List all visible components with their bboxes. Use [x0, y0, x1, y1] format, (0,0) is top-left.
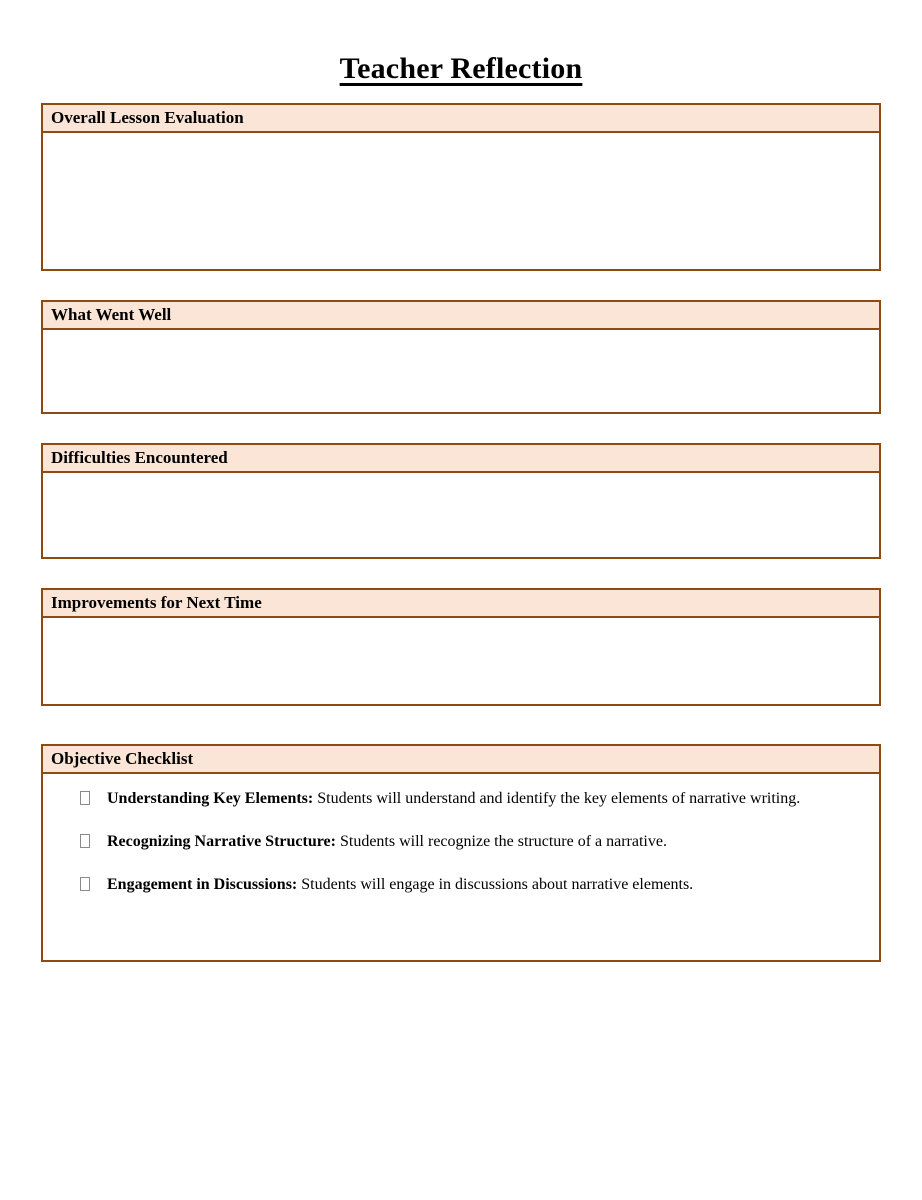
objective-checklist-body: [43, 774, 879, 960]
checklist-item-description: Students will engage in discussions about narrative elements.: [297, 876, 694, 893]
checklist-item-description: Students will recognize the structure of a narrative.: [335, 833, 667, 850]
checklist-item-lead: Engagement in Discussions:: [107, 876, 298, 893]
section-difficulties-encountered: [41, 443, 881, 559]
checklist-item-text: [107, 788, 800, 810]
checkbox-icon[interactable]: [80, 877, 90, 891]
overall-lesson-evaluation-input-area[interactable]: [43, 133, 879, 269]
page-title: Teacher Reflection: [339, 52, 583, 85]
checkbox-icon[interactable]: [80, 834, 90, 848]
section-header-objective-checklist: Objective Checklist: [43, 746, 879, 774]
section-overall-lesson-evaluation: [41, 103, 881, 271]
section-header-overall-lesson-evaluation: Overall Lesson Evaluation: [43, 105, 879, 133]
checklist-item-description: Students will understand and identify the key elements of narrative writing.: [313, 790, 801, 807]
section-header-what-went-well: What Went Well: [43, 302, 879, 330]
checkbox-icon[interactable]: [80, 791, 90, 805]
what-went-well-input-area[interactable]: [43, 330, 879, 412]
improvements-for-next-time-input-area[interactable]: [43, 618, 879, 704]
checklist-item-text: [107, 874, 693, 896]
checklist-item-lead: Understanding Key Elements:: [107, 790, 314, 807]
section-objective-checklist: [41, 744, 881, 962]
section-improvements-for-next-time: [41, 588, 881, 706]
sections-container: [41, 103, 881, 962]
section-header-improvements-for-next-time: Improvements for Next Time: [43, 590, 879, 618]
checklist-item-engagement-in-discussions: [80, 874, 840, 896]
difficulties-encountered-input-area[interactable]: [43, 473, 879, 557]
section-header-difficulties-encountered: Difficulties Encountered: [43, 445, 879, 473]
section-what-went-well: [41, 300, 881, 414]
checklist-item-lead: Recognizing Narrative Structure:: [107, 833, 336, 850]
checklist-item-understanding-key-elements: [80, 788, 840, 810]
checklist-item-text: [107, 831, 667, 853]
checklist-item-recognizing-narrative-structure: [80, 831, 840, 853]
